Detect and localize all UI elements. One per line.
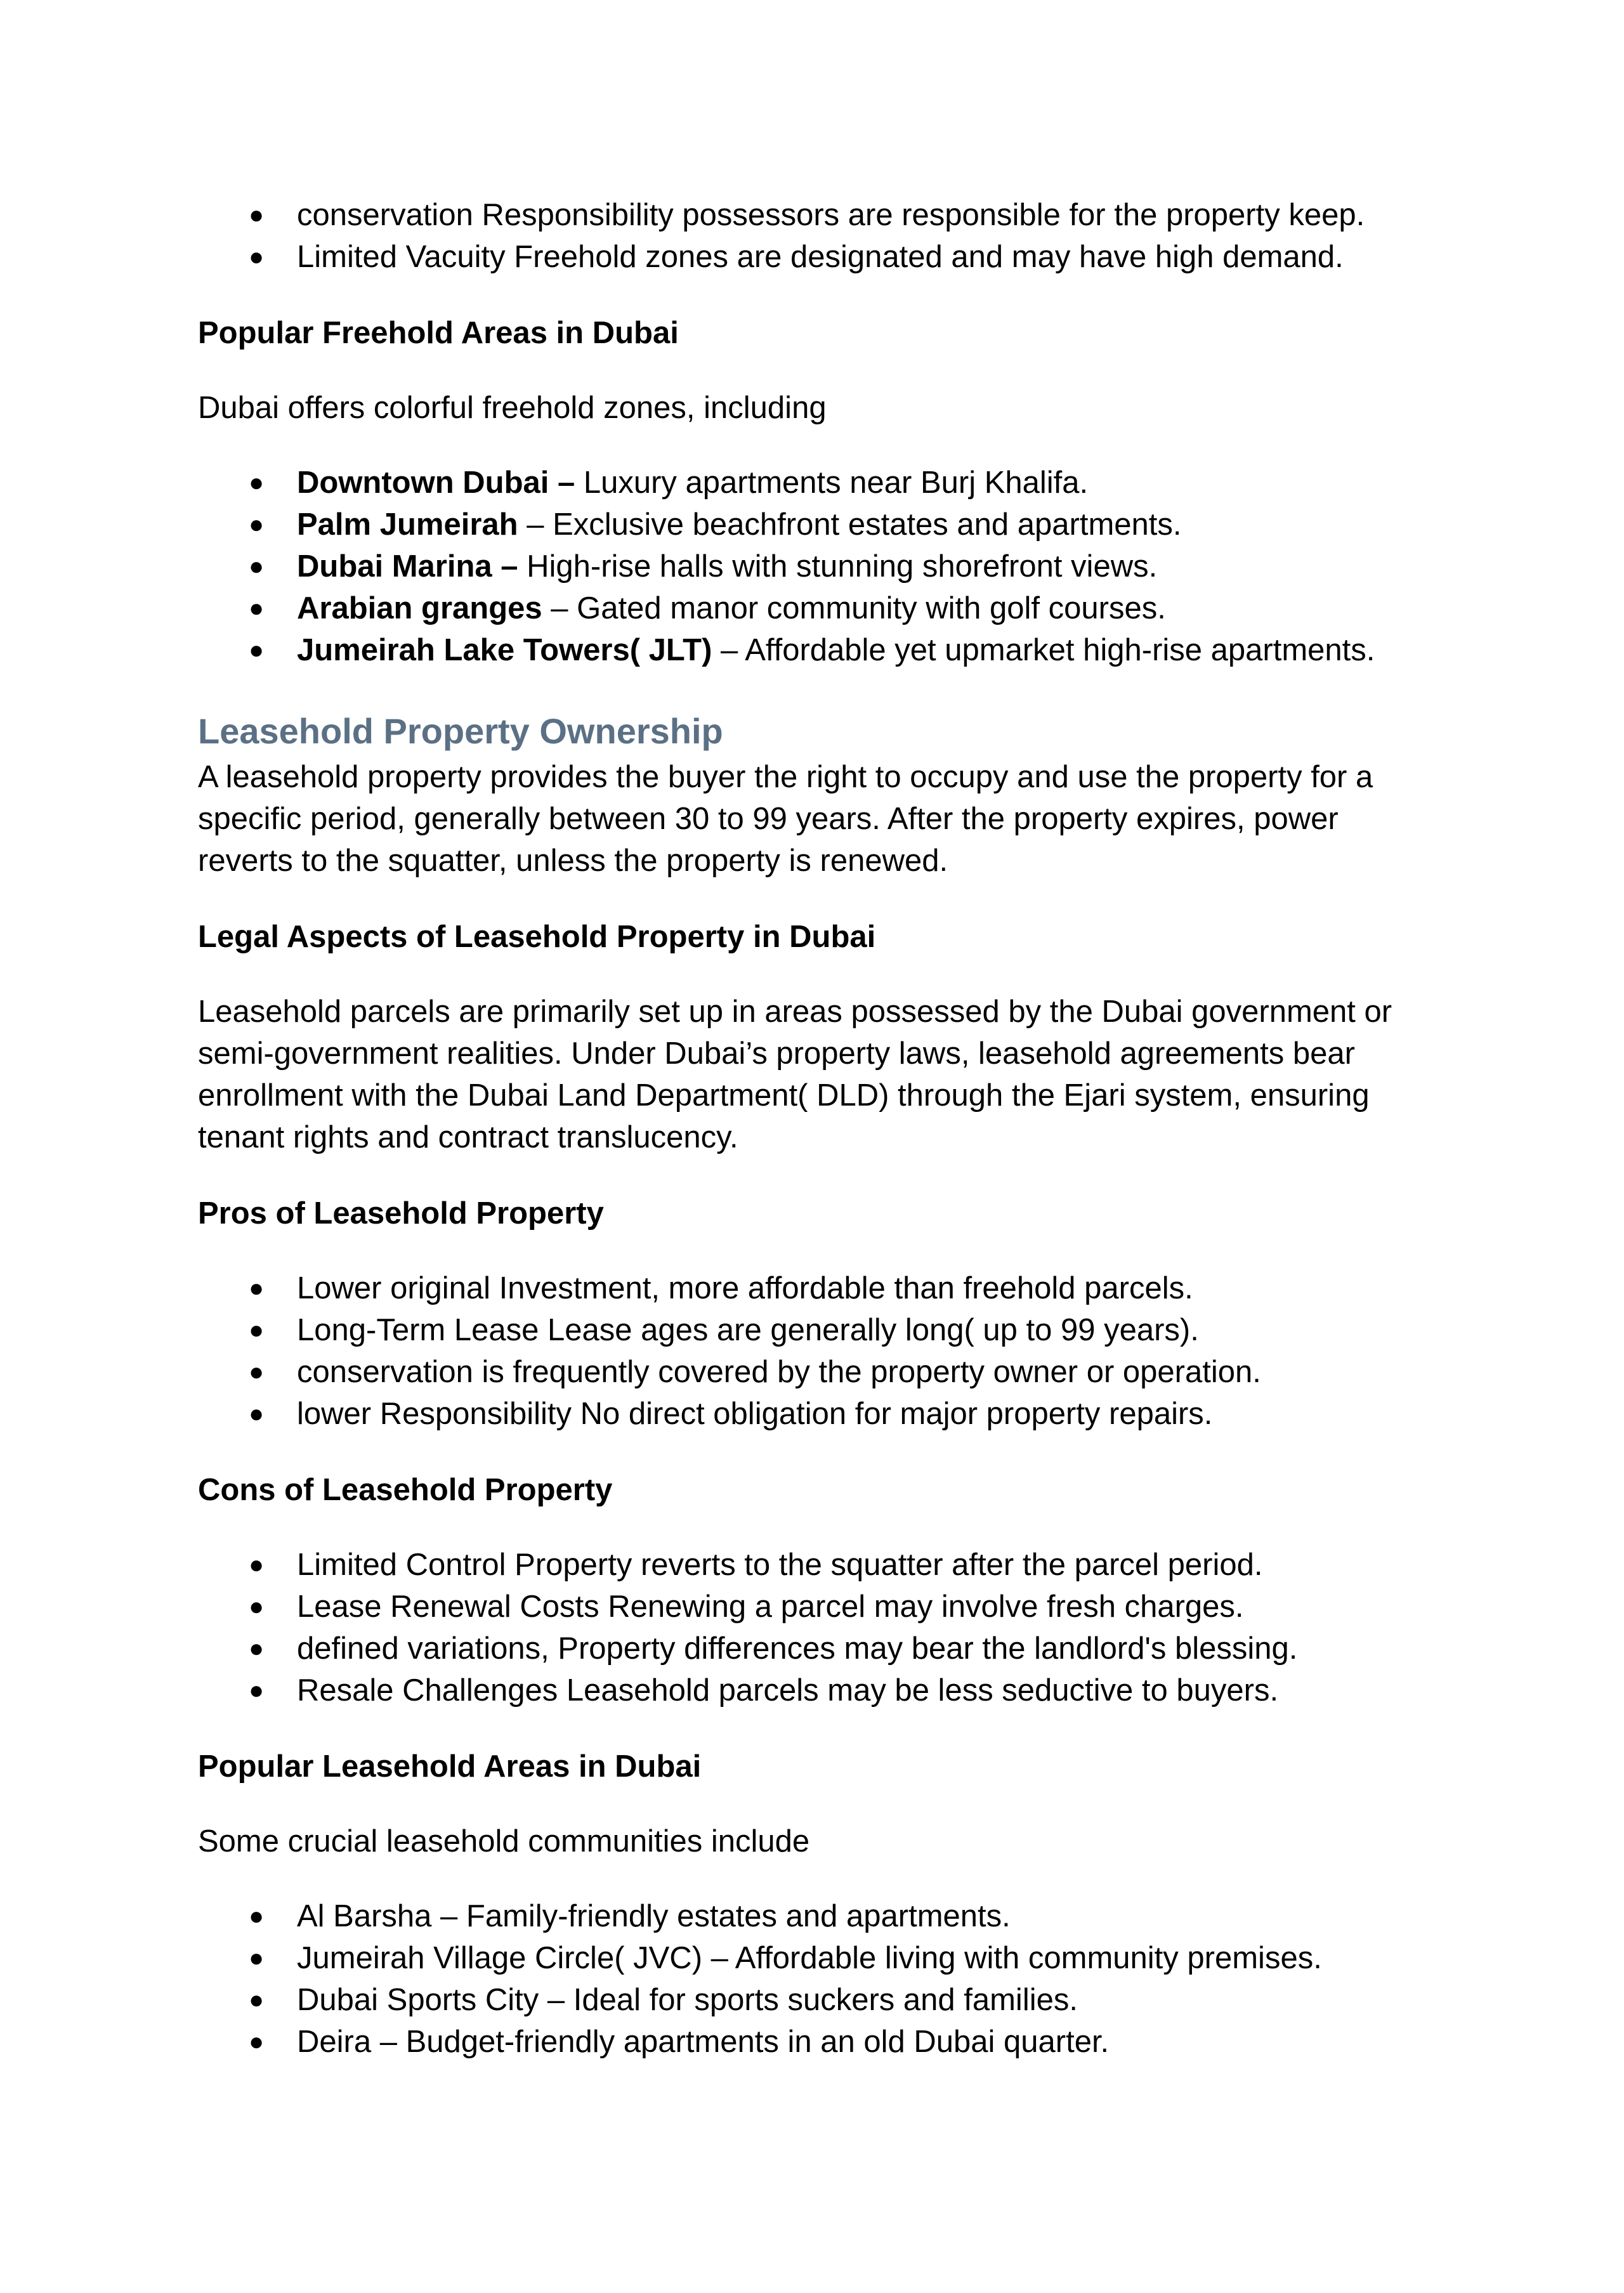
bullet-icon: ● [249, 1676, 265, 1704]
legal-body: Leasehold parcels are primarily set up in areas possessed by the Dubai government or semi-government realities. Under Dubai’s property laws, leasehold agreements bear enrollment with the Dubai Land Department( DLD) through the Ejari system, ensuring tenant rights and contract translucency. [198, 995, 1392, 1154]
bullet-icon: ● [249, 1316, 265, 1344]
list-item: ● Palm Jumeirah – Exclusive beachfront estates and apartments. [198, 504, 1429, 545]
pros-list [198, 1267, 1429, 1435]
list-item: ● conservation is frequently covered by the property owner or operation. [198, 1351, 1429, 1393]
list-item: ● Arabian granges – Gated manor community with golf courses. [198, 587, 1429, 629]
freehold-cons-list [198, 194, 1429, 278]
bullet-icon: ● [249, 594, 265, 622]
bullet-icon: ● [249, 1358, 265, 1386]
bullet-icon: ● [249, 511, 265, 539]
bullet-icon: ● [249, 1635, 265, 1663]
bullet-icon: ● [249, 1902, 265, 1930]
popular-leasehold-list [198, 1895, 1429, 2063]
bullet-icon: ● [249, 552, 265, 580]
section-heading-cons: Cons of Leasehold Property [198, 1473, 613, 1507]
list-item: ● Deira – Budget-friendly apartments in an old Dubai quarter. [198, 2021, 1429, 2063]
bullet-icon: ● [249, 2028, 265, 2056]
section-heading-popular-freehold: Popular Freehold Areas in Dubai [198, 316, 679, 350]
list-item: ● Dubai Marina – High-rise halls with stunning shorefront views. [198, 545, 1429, 587]
popular-leasehold-intro: Some crucial leasehold communities include [198, 1824, 810, 1859]
list-item: ● Downtown Dubai – Luxury apartments near Burj Khalifa. [198, 462, 1429, 504]
list-item: ● defined variations, Property differences may bear the landlord's blessing. [198, 1628, 1429, 1669]
leasehold-intro: A leasehold property provides the buyer the right to occupy and use the property for a specific period, generally between 30 to 99 years. After the property expires, power reverts to the squatter, unless the property is renewed. [198, 760, 1373, 878]
document-content [198, 194, 1429, 2063]
bullet-icon: ● [249, 243, 265, 271]
list-item: ● Long-Term Lease Lease ages are generally long( up to 99 years). [198, 1309, 1429, 1351]
bullet-icon: ● [249, 1551, 265, 1579]
bullet-icon: ● [249, 1274, 265, 1302]
popular-freehold-intro: Dubai offers colorful freehold zones, including [198, 391, 827, 425]
list-item: ● lower Responsibility No direct obligation for major property repairs. [198, 1393, 1429, 1435]
popular-freehold-list [198, 462, 1429, 671]
section-heading-pros: Pros of Leasehold Property [198, 1196, 604, 1231]
list-item: ● Lower original Investment, more affordable than freehold parcels. [198, 1267, 1429, 1309]
list-item: ● Limited Control Property reverts to the squatter after the parcel period. [198, 1544, 1429, 1586]
section-heading-legal: Legal Aspects of Leasehold Property in Dubai [198, 920, 876, 954]
bullet-icon: ● [249, 1593, 265, 1621]
list-item: ● Lease Renewal Costs Renewing a parcel may involve fresh charges. [198, 1586, 1429, 1628]
list-item: ● conservation Responsibility possessors are responsible for the property keep. [198, 194, 1429, 236]
list-item: ● Resale Challenges Leasehold parcels may be less seductive to buyers. [198, 1669, 1429, 1711]
list-item: ● Al Barsha – Family-friendly estates and apartments. [198, 1895, 1429, 1937]
bullet-icon: ● [249, 201, 265, 229]
bullet-icon: ● [249, 1400, 265, 1428]
bullet-icon: ● [249, 636, 265, 664]
bullet-icon: ● [249, 1986, 265, 2014]
list-item: ● Jumeirah Village Circle( JVC) – Affordable living with community premises. [198, 1937, 1429, 1979]
bullet-icon: ● [249, 469, 265, 497]
section-heading-popular-leasehold: Popular Leasehold Areas in Dubai [198, 1749, 702, 1784]
list-item: ● Jumeirah Lake Towers( JLT) – Affordable yet upmarket high-rise apartments. [198, 629, 1429, 671]
list-item: ● Dubai Sports City – Ideal for sports suckers and families. [198, 1979, 1429, 2021]
bullet-icon: ● [249, 1944, 265, 1972]
cons-list [198, 1544, 1429, 1711]
section-heading-leasehold: Leasehold Property Ownership [198, 711, 723, 751]
list-item: ● Limited Vacuity Freehold zones are designated and may have high demand. [198, 236, 1429, 278]
